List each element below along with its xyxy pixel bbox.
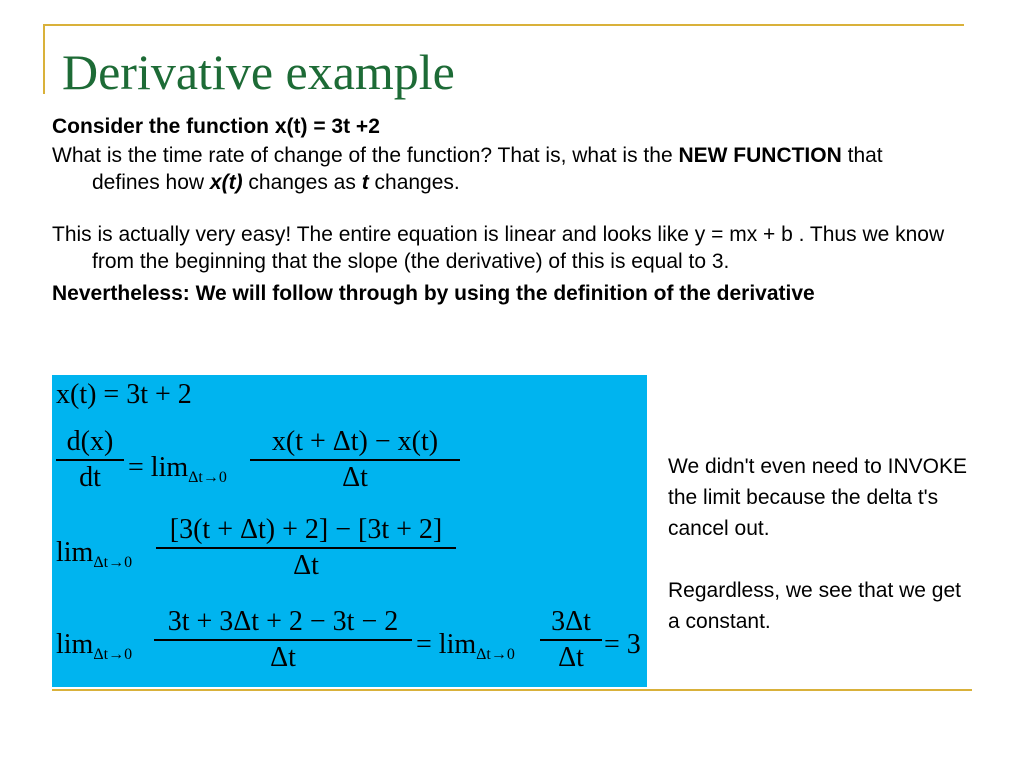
lim-label: lim	[438, 629, 477, 660]
substitution-denominator: Δt	[293, 550, 319, 581]
definition-denominator: Δt	[342, 462, 368, 493]
lim-subscript: Δt→0	[93, 554, 133, 571]
math-line-2-lim	[128, 453, 227, 493]
simplified-numerator: 3Δt	[540, 607, 602, 641]
side-note-constant: Regardless, we see that we get a constant.	[668, 579, 961, 633]
lim-label: lim	[150, 452, 189, 483]
top-rule	[44, 24, 964, 26]
left-rule	[43, 24, 45, 94]
question-xt: x(t)	[209, 171, 243, 194]
substitution-numerator: [3(t + Δt) + 2] − [3t + 2]	[156, 515, 456, 549]
lim-label: lim	[56, 537, 94, 568]
expanded-denominator: Δt	[270, 642, 296, 673]
dx-denominator: dt	[79, 462, 101, 493]
side-note	[668, 451, 978, 637]
math-line-1: x(t) = 3t + 2	[56, 379, 192, 410]
paragraph-function: Consider the function x(t) = 3t +2	[52, 115, 380, 138]
lim-subscript: Δt→0	[476, 646, 515, 663]
simplified-denominator: Δt	[558, 642, 584, 673]
lim-subscript: Δt→0	[93, 646, 133, 663]
question-text-3: changes as	[242, 171, 362, 194]
lim-label: lim	[56, 629, 94, 660]
math-result: = 3	[604, 629, 641, 660]
slide-title: Derivative example	[62, 44, 455, 100]
equals-sign: =	[128, 452, 144, 483]
lim-subscript: Δt→0	[188, 469, 227, 486]
question-new-function: NEW FUNCTION	[678, 144, 842, 167]
question-text-2: that defines how	[92, 144, 883, 194]
slide-body	[52, 113, 952, 307]
dx-numerator: d(x)	[56, 427, 124, 461]
math-expanded-fraction	[154, 607, 412, 673]
math-substitution-fraction	[156, 515, 456, 581]
side-note-limit: We didn't even need to INVOKE the limit because the delta t's cancel out.	[668, 455, 967, 540]
paragraph-nevertheless: Nevertheless: We will follow through by using the definition of the derivative	[52, 282, 815, 305]
math-definition-fraction	[250, 427, 460, 493]
math-line-3-lim	[56, 538, 132, 578]
question-text-4: changes.	[368, 171, 460, 194]
bottom-rule	[52, 689, 972, 691]
question-text-1: What is the time rate of change of the function? That is, what is the	[52, 144, 679, 167]
math-dx-dt	[56, 427, 124, 493]
definition-numerator: x(t + Δt) − x(t)	[250, 427, 460, 461]
math-line-4-lim	[56, 630, 132, 670]
expanded-numerator: 3t + 3Δt + 2 − 3t − 2	[154, 607, 412, 641]
math-derivation-box	[52, 375, 647, 687]
question-t: t	[361, 171, 369, 194]
paragraph-linear: This is actually very easy! The entire equation is linear and looks like y = mx + b . Thus we know from the beginning that the slope (the derivative) of this is equal to 3.	[52, 223, 945, 273]
equals-sign: =	[416, 629, 432, 660]
math-line-4-lim-2	[416, 630, 515, 670]
math-simplified-fraction	[540, 607, 602, 673]
paragraph-question	[52, 142, 952, 196]
